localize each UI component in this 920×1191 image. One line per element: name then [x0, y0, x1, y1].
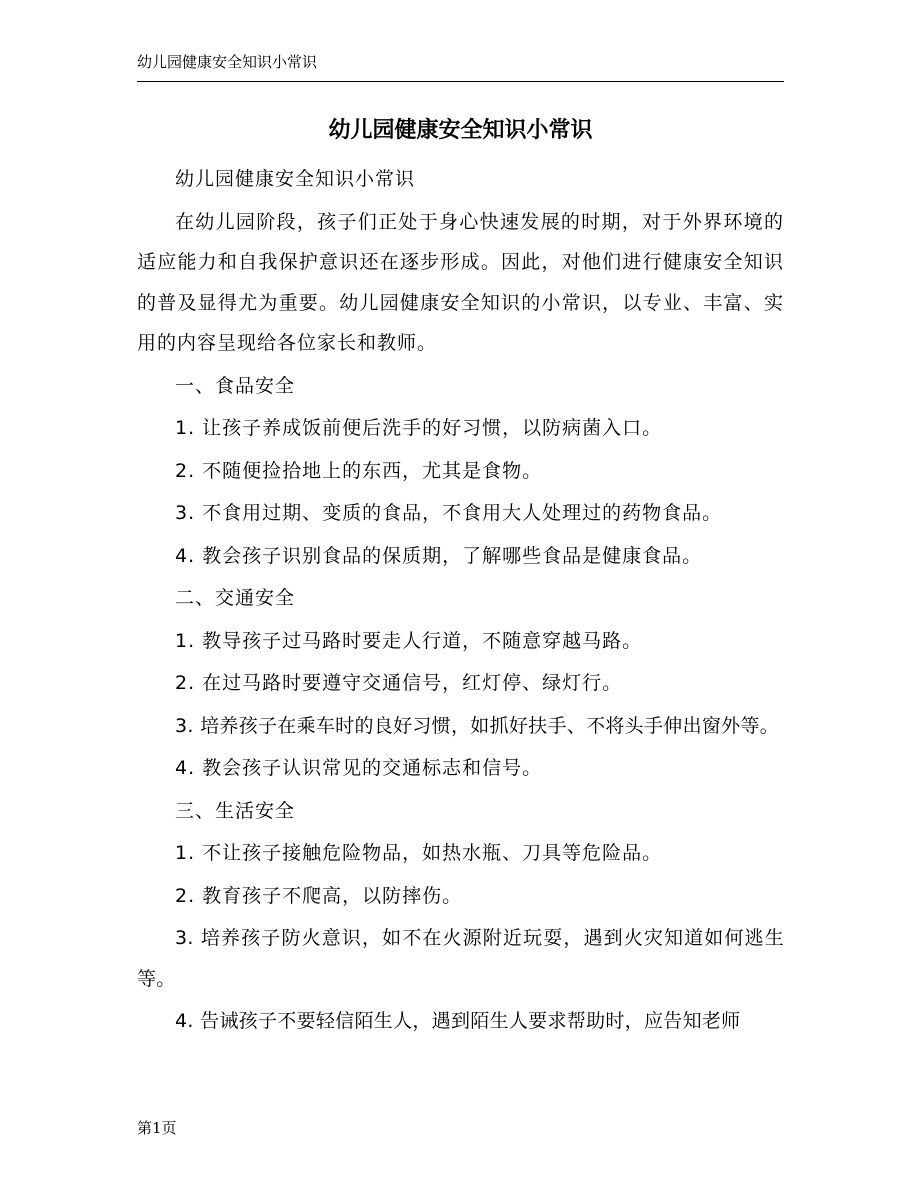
- paragraph-intro: 在幼儿园阶段，孩子们正处于身心快速发展的时期，对于外界环境的适应能力和自我保护意识还在逐步形成。因此，对他们进行健康安全知识的普及显得尤为重要。幼儿园健康安全知识的小常识，以专业、丰富、实用的内容呈现给各位家长和教师。: [137, 210, 784, 354]
- list-item: 2. 教育孩子不爬高，以防摔伤。: [175, 884, 463, 907]
- list-item: 3. 不食用过期、变质的食品，不食用大人处理过的药物食品。: [175, 502, 723, 524]
- list-item: 3. 培养孩子防火意识，如不在火源附近玩耍，遇到火灾知道如何逃生等。: [137, 927, 784, 990]
- list-item: 4. 告诫孩子不要轻信陌生人，遇到陌生人要求帮助时，应告知老师: [175, 1010, 741, 1032]
- list-item: 2. 在过马路时要遵守交通信号，红灯停、绿灯行。: [175, 672, 623, 694]
- list-item: 3. 培养孩子在乘车时的良好习惯，如抓好扶手、不将头手伸出窗外等。: [175, 714, 780, 737]
- list-item: 1. 不让孩子接触危险物品，如热水瓶、刀具等危险品。: [175, 842, 663, 864]
- list-item: 4. 教会孩子认识常见的交通标志和信号。: [175, 757, 543, 779]
- page-number: 第1页: [137, 1119, 177, 1137]
- list-item: 1. 教导孩子过马路时要走人行道，不随意穿越马路。: [175, 629, 643, 652]
- header-divider: [137, 81, 784, 82]
- section-heading-food-safety: 一、食品安全: [175, 374, 296, 397]
- document-title: 幼儿园健康安全知识小常识: [328, 118, 593, 143]
- running-header: 幼儿园健康安全知识小常识: [137, 53, 318, 71]
- list-item: 4. 教会孩子识别食品的保质期，了解哪些食品是健康食品。: [175, 544, 703, 567]
- section-heading-life-safety: 三、生活安全: [175, 799, 296, 822]
- list-item: 2. 不随便捡拾地上的东西，尤其是食物。: [175, 459, 543, 482]
- document-body: [137, 159, 784, 1044]
- section-heading-traffic-safety: 二、交通安全: [175, 587, 296, 609]
- list-item: 1. 让孩子养成饭前便后洗手的好习惯，以防病菌入口。: [175, 417, 663, 439]
- paragraph-subtitle: 幼儿园健康安全知识小常识: [175, 168, 416, 190]
